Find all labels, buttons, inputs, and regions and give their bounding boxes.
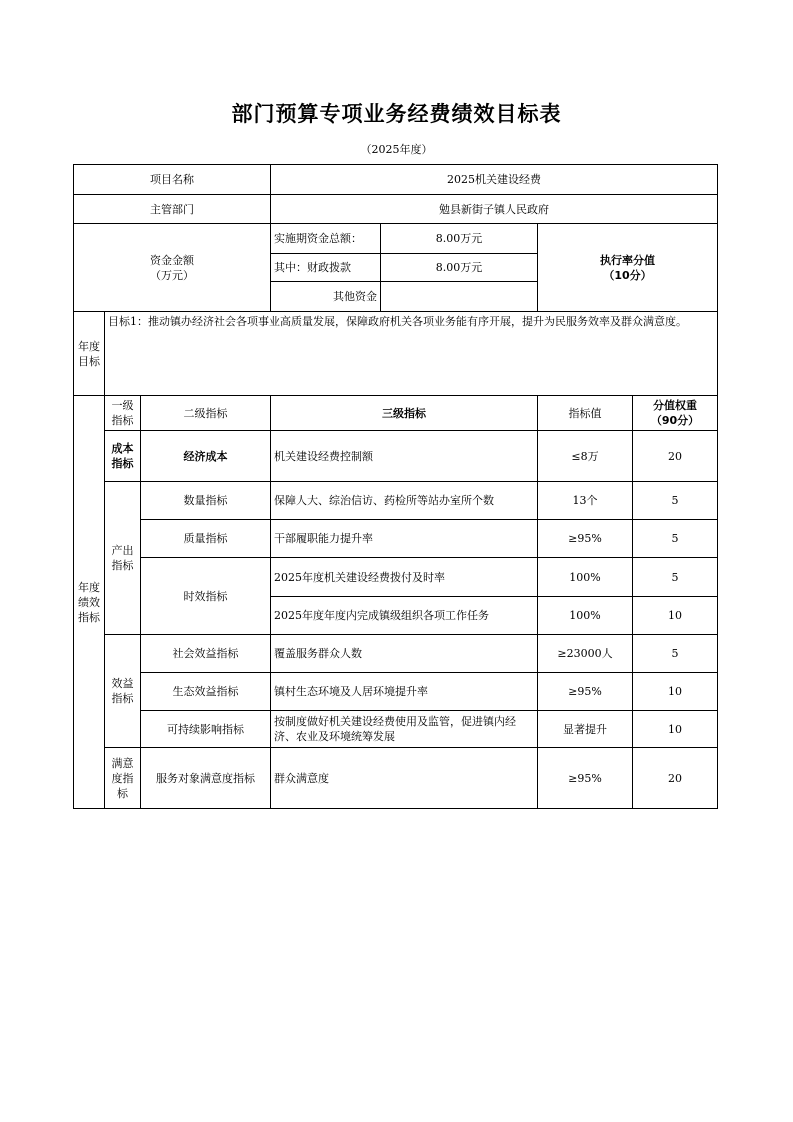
header-value: 指标值 [538, 396, 633, 431]
social-level2: 社会效益指标 [141, 635, 271, 673]
quality-level2: 质量指标 [141, 520, 271, 558]
header-weight-line2: （90分） [650, 414, 700, 427]
annual-goal-label: 年度目标 [74, 312, 105, 396]
department-label: 主管部门 [74, 195, 271, 224]
sustain-level3: 按制度做好机关建设经费使用及监管，促进镇内经济、农业及环境统筹发展 [271, 711, 538, 748]
annual-goal-row [74, 312, 718, 396]
funds-fiscal-value: 8.00万元 [381, 254, 538, 282]
sustain-value: 显著提升 [538, 711, 633, 748]
annual-goal-text: 目标1：推动镇办经济社会各项事业高质量发展，保障政府机关各项业务能有序开展，提升为民服务效率及群众满意度。 [105, 312, 718, 396]
table-row [74, 482, 718, 520]
timeliness-2-weight: 10 [633, 597, 718, 635]
social-value: ≥23000人 [538, 635, 633, 673]
execution-score-line1: 执行率分值 [600, 253, 655, 267]
cost-weight: 20 [633, 431, 718, 482]
header-level3: 三级指标 [271, 396, 538, 431]
quality-value: ≥95% [538, 520, 633, 558]
timeliness-level2: 时效指标 [141, 558, 271, 635]
table-row [74, 673, 718, 711]
funds-other-label: 其他资金 [271, 282, 381, 312]
table-row [74, 431, 718, 482]
quality-weight: 5 [633, 520, 718, 558]
header-level2: 二级指标 [141, 396, 271, 431]
funds-label-line1: 资金金额 [150, 253, 194, 267]
funds-other-value [381, 282, 538, 312]
satisfaction-level1: 满意度指标 [105, 748, 141, 809]
project-name-label: 项目名称 [74, 165, 271, 195]
year-subtitle: （2025年度） [360, 143, 433, 156]
execution-score-line2: （10分） [603, 268, 652, 282]
funds-label-line2: （万元） [150, 268, 194, 282]
indicator-header-row [74, 396, 718, 431]
table-row [74, 520, 718, 558]
cost-value: ≤8万 [538, 431, 633, 482]
eco-weight: 10 [633, 673, 718, 711]
table-row [74, 635, 718, 673]
quantity-weight: 5 [633, 482, 718, 520]
indicators-label: 年度绩效指标 [74, 396, 105, 809]
sustain-level2: 可持续影响指标 [141, 711, 271, 748]
eco-level2: 生态效益指标 [141, 673, 271, 711]
funds-label [74, 224, 271, 312]
header-weight [633, 396, 718, 431]
funds-row [74, 224, 718, 254]
project-name-row [74, 165, 718, 195]
table-row [74, 558, 718, 597]
quantity-level3: 保障人大、综治信访、药检所等站办室所个数 [271, 482, 538, 520]
execution-score-label [538, 224, 718, 312]
eco-level3: 镇村生态环境及人居环境提升率 [271, 673, 538, 711]
table-row [74, 711, 718, 748]
department-row [74, 195, 718, 224]
performance-target-table [73, 164, 718, 809]
cost-level2: 经济成本 [141, 431, 271, 482]
page-title: 部门预算专项业务经费绩效目标表 [231, 102, 562, 126]
header-weight-line1: 分值权重 [653, 399, 697, 412]
eco-value: ≥95% [538, 673, 633, 711]
sustain-weight: 10 [633, 711, 718, 748]
benefit-level1: 效益指标 [105, 635, 141, 748]
satisfaction-level2: 服务对象满意度指标 [141, 748, 271, 809]
social-weight: 5 [633, 635, 718, 673]
department-value: 勉县新街子镇人民政府 [271, 195, 718, 224]
funds-total-value: 8.00万元 [381, 224, 538, 254]
quality-level3: 干部履职能力提升率 [271, 520, 538, 558]
timeliness-1-weight: 5 [633, 558, 718, 597]
social-level3: 覆盖服务群众人数 [271, 635, 538, 673]
quantity-level2: 数量指标 [141, 482, 271, 520]
satisfaction-level3: 群众满意度 [271, 748, 538, 809]
funds-fiscal-label: 其中：财政拨款 [271, 254, 381, 282]
satisfaction-value: ≥95% [538, 748, 633, 809]
satisfaction-weight: 20 [633, 748, 718, 809]
cost-level1: 成本指标 [105, 431, 141, 482]
timeliness-2-value: 100% [538, 597, 633, 635]
header-level1: 一级指标 [105, 396, 141, 431]
quantity-value: 13个 [538, 482, 633, 520]
funds-total-label: 实施期资金总额： [271, 224, 381, 254]
output-level1: 产出指标 [105, 482, 141, 635]
cost-level3: 机关建设经费控制额 [271, 431, 538, 482]
timeliness-1-value: 100% [538, 558, 633, 597]
timeliness-2-level3: 2025年度年度内完成镇级组织各项工作任务 [271, 597, 538, 635]
table-row [74, 748, 718, 809]
project-name-value: 2025机关建设经费 [271, 165, 718, 195]
timeliness-1-level3: 2025年度机关建设经费拨付及时率 [271, 558, 538, 597]
